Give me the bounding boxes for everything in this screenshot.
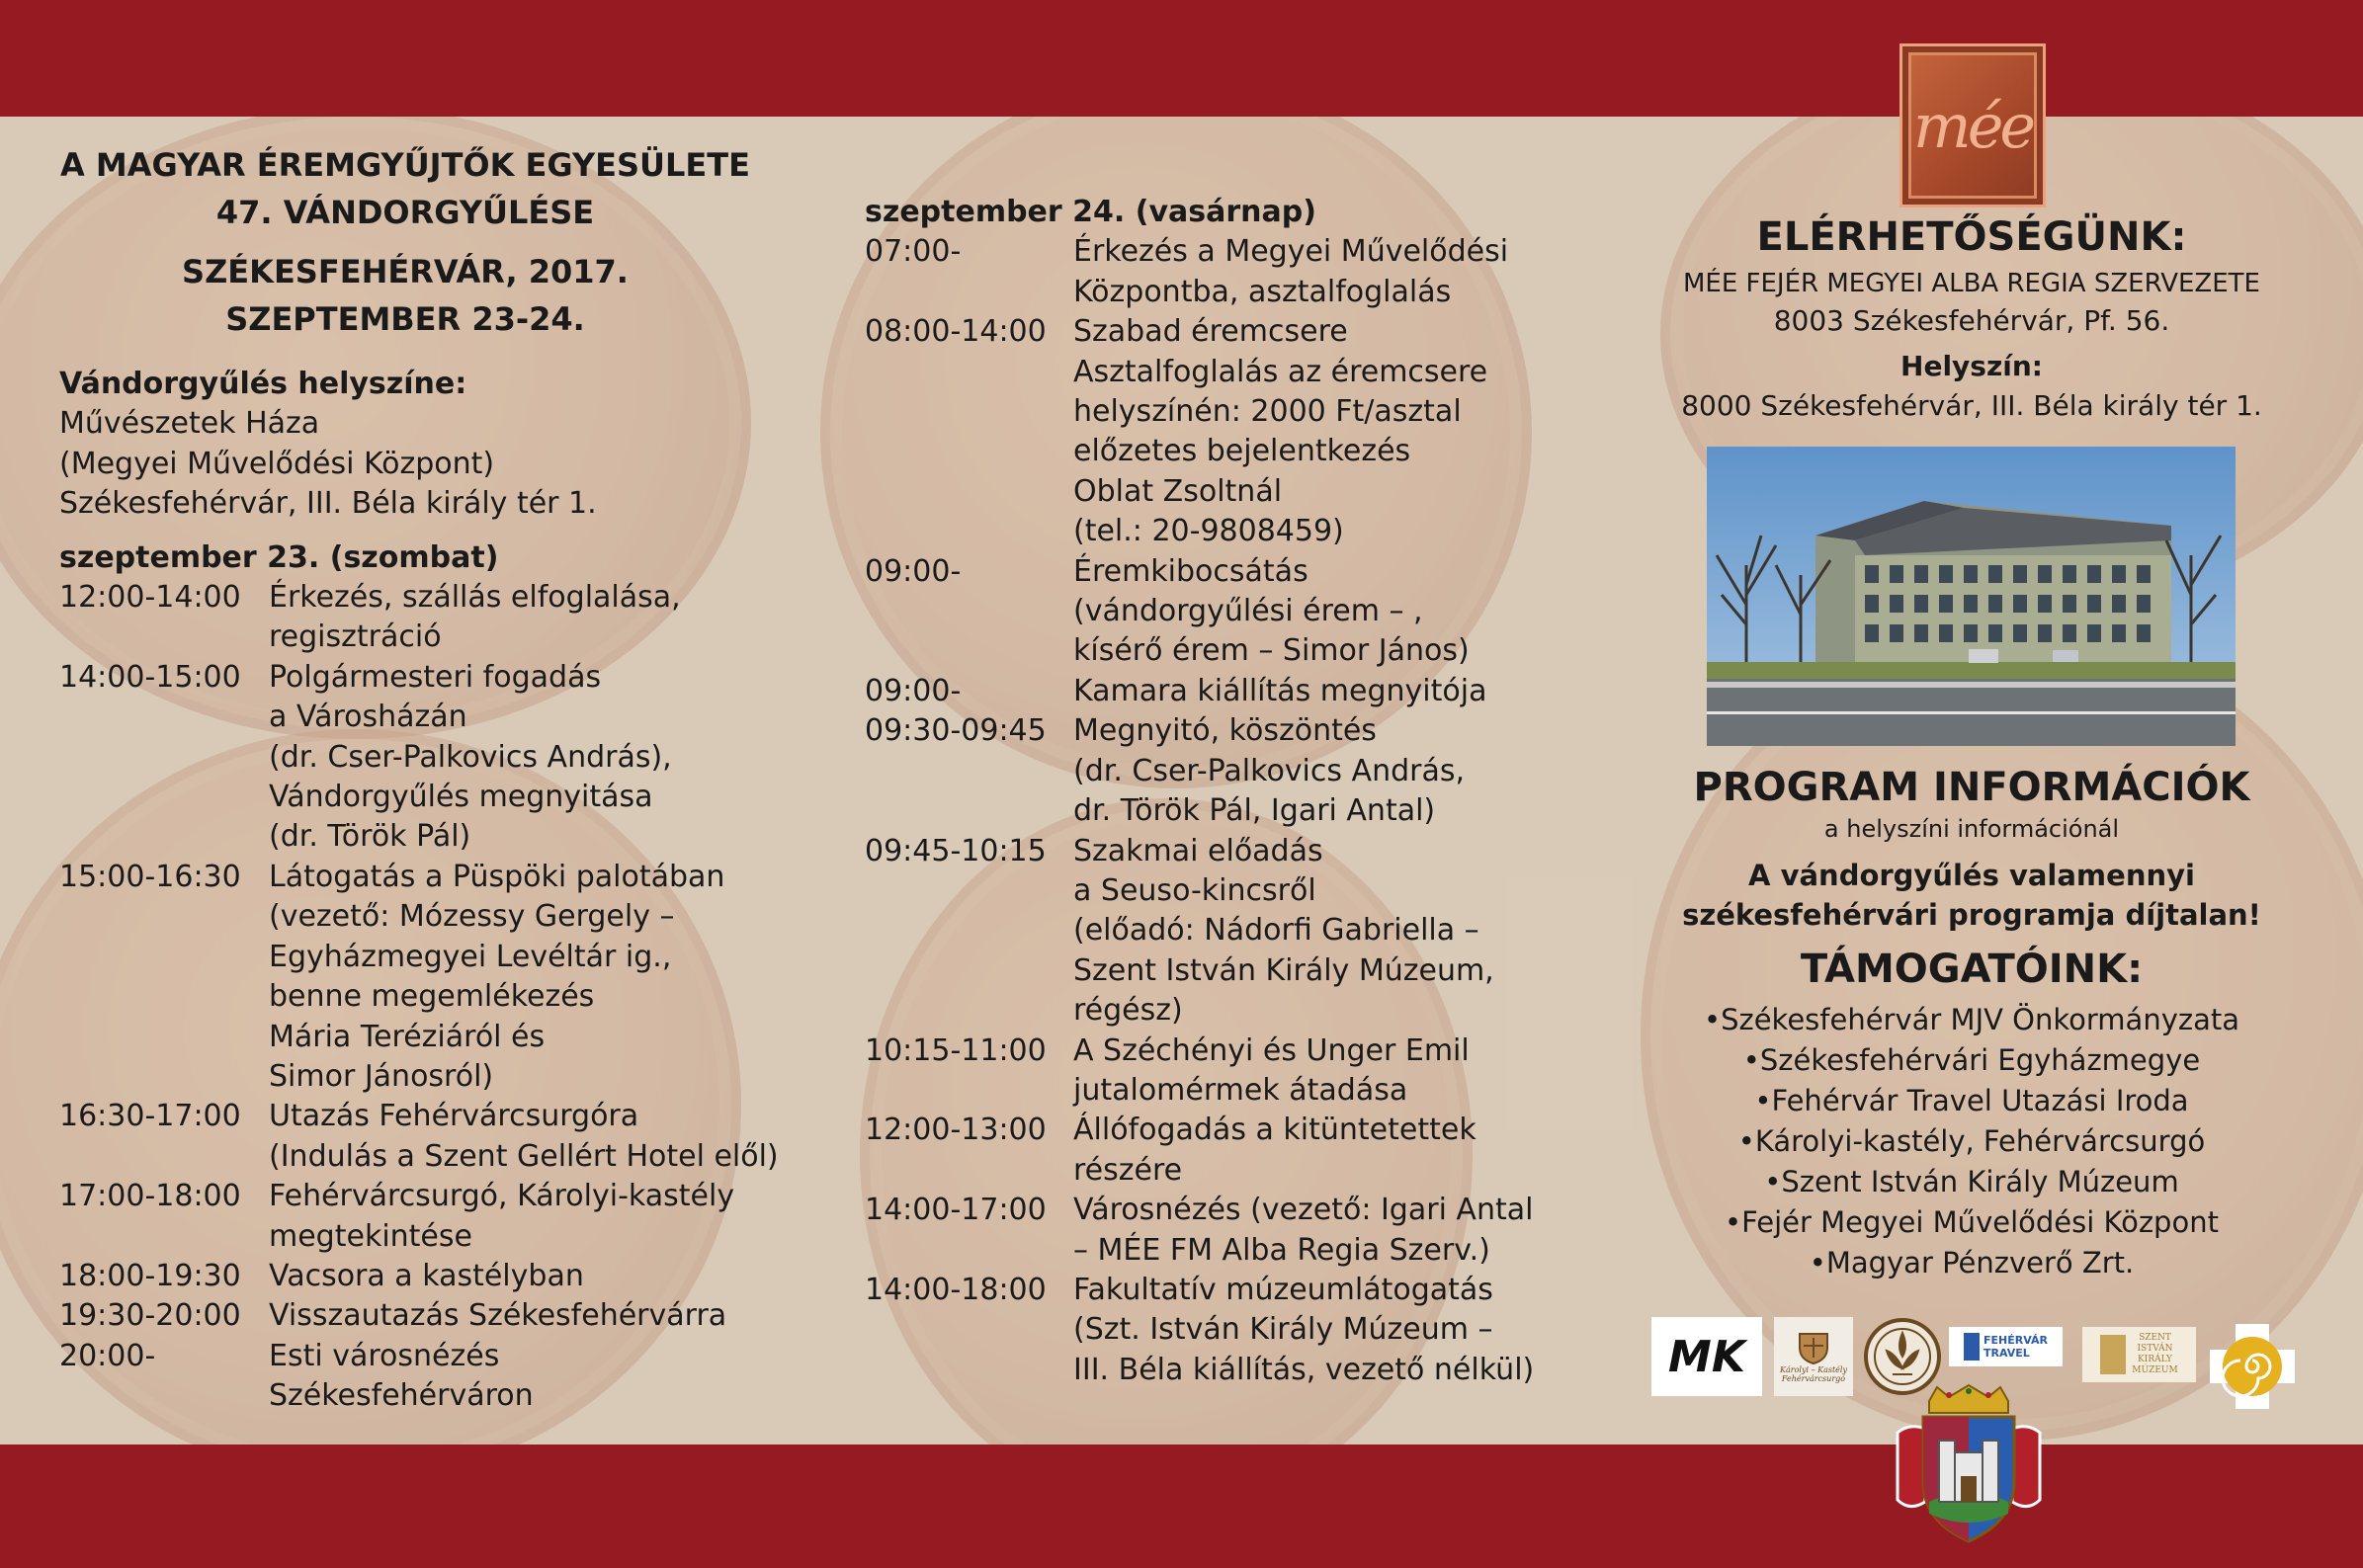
karolyi-logo-text: Károlyi – Kastély — [1780, 1365, 1847, 1374]
schedule-text: dr. Török Pál, Igari Antal) — [1073, 793, 1436, 829]
schedule-text: Utazás Fehérvárcsurgóra — [269, 1099, 639, 1134]
schedule-time: 18:00-19:30 — [59, 1258, 241, 1293]
contact-address: 8003 Székesfehérvár, Pf. 56. — [1773, 304, 2170, 337]
mk-logo — [1651, 1317, 1762, 1396]
schedule-time: 20:00- — [59, 1338, 156, 1373]
schedule-time: 17:00-18:00 — [59, 1179, 241, 1214]
schedule-text: Visszautazás Székesfehérvárra — [269, 1298, 727, 1334]
middle-column — [865, 193, 1557, 1390]
venue-line: Művészetek Háza — [59, 406, 320, 442]
schedule-text: Városnézés (vezető: Igari Antal — [1073, 1193, 1534, 1228]
schedule-text: (dr. Cser-Palkovics András), — [269, 739, 672, 775]
schedule-text: Székesfehérváron — [269, 1378, 534, 1414]
schedule-text: Szent István Király Múzeum, — [1073, 952, 1494, 988]
schedule-text: Vacsora a kastélyban — [269, 1258, 584, 1293]
travel-logo-text: FEHÉRVÁR — [1983, 1334, 2048, 1347]
travel-logo-text: TRAVEL — [1983, 1347, 2030, 1360]
schedule-text: Egyházmegyei Levéltár ig., — [269, 939, 672, 974]
schedule-time: 19:30-20:00 — [59, 1298, 241, 1334]
schedule-text: (előadó: Nádorfi Gabriella – — [1073, 913, 1479, 949]
museum-logo — [2082, 1327, 2196, 1382]
schedule-text: Oblat Zsoltnál — [1073, 473, 1283, 509]
mk-logo-text: MK — [1668, 1331, 1745, 1382]
schedule-text: Fakultatív múzeumlátogatás — [1073, 1272, 1493, 1307]
schedule-item — [59, 858, 830, 1097]
schedule-item — [865, 832, 1557, 1032]
schedule-text: Vándorgyűlés megnyitása — [269, 780, 653, 815]
program-note-2: székesfehérvári programja díjtalan! — [1682, 898, 2261, 932]
sponsor-item: •Fejér Megyei Művelődési Központ — [1725, 1205, 2219, 1239]
schedule-item — [865, 1191, 1557, 1271]
schedule-text: Központba, asztalfoglalás — [1073, 274, 1452, 309]
schedule-item — [59, 658, 830, 858]
schedule-item — [865, 232, 1557, 312]
venue-label: Vándorgyűlés helyszíne: — [59, 367, 467, 401]
schedule-text: benne megemlékezés — [269, 979, 595, 1015]
sponsors-list — [1660, 1000, 2283, 1283]
fehervar-travel-logo — [1949, 1327, 2063, 1366]
schedule-text: Éremkibocsátás — [1073, 553, 1308, 589]
mee-logo — [1899, 43, 2046, 207]
sponsor-item: •Szent István Király Múzeum — [1764, 1165, 2179, 1198]
coat-of-arms-icon — [1890, 1383, 2048, 1546]
schedule-text: (Indulás a Szent Gellért Hotel elől) — [269, 1138, 779, 1174]
schedule-text: Szabad éremcsere — [1073, 314, 1348, 350]
schedule-text: Kamara kiállítás megnyitója — [1073, 673, 1487, 708]
schedule-time: 09:00- — [865, 553, 962, 589]
schedule-text: a Városházán — [269, 700, 467, 735]
sponsor-item: •Székesfehérvári Egyházmegye — [1742, 1043, 2201, 1077]
schedule-text: Érkezés a Megyei Művelődési — [1073, 234, 1509, 270]
city-coat-of-arms — [1890, 1383, 2048, 1546]
sponsors-title: TÁMOGATÓINK: — [1800, 947, 2144, 992]
day2-label: szeptember 24. (vasárnap) — [865, 195, 1316, 229]
schedule-time: 12:00-14:00 — [59, 580, 241, 616]
schedule-text: Látogatás a Püspöki palotában — [269, 859, 725, 894]
schedule-text: (tel.: 20-9808459) — [1073, 514, 1344, 549]
place-address: 8000 Székesfehérvár, III. Béla király tér 1. — [1681, 389, 2262, 422]
day1-label: szeptember 23. (szombat) — [59, 539, 499, 575]
schedule-item — [865, 1271, 1557, 1390]
schedule-time: 08:00-14:00 — [865, 314, 1047, 350]
schedule-text: kísérő érem – Simor János) — [1073, 633, 1470, 669]
schedule-time: 15:00-16:30 — [59, 859, 241, 894]
crest-icon — [1794, 1330, 1833, 1365]
schedule-time: 09:00- — [865, 673, 962, 708]
schedule-time: 10:15-11:00 — [865, 1032, 1047, 1068]
venue-line: Székesfehérvár, III. Béla király tér 1. — [59, 486, 597, 522]
schedule-text: (dr. Cser-Palkovics András, — [1073, 753, 1466, 788]
schedule-item — [59, 578, 830, 658]
schedule-text: jutalomérmek átadása — [1073, 1072, 1408, 1108]
sponsor-item: •Magyar Pénzverő Zrt. — [1809, 1246, 2135, 1279]
schedule-text: (vezető: Mózessy Gergely – — [269, 899, 675, 935]
schedule-text: III. Béla kiállítás, vezető nélkül) — [1073, 1352, 1535, 1387]
schedule-text: (dr. Török Pál) — [269, 819, 471, 855]
program-section — [1660, 763, 2283, 1283]
schedule-time: 12:00-13:00 — [865, 1113, 1047, 1148]
schedule-text: Állófogadás a kitüntetettek — [1073, 1113, 1477, 1148]
schedule-text: regisztráció — [269, 619, 442, 655]
mee-logo-text: mée — [1912, 89, 2033, 162]
schedule-time: 14:00-18:00 — [865, 1272, 1047, 1307]
schedule-time: 09:45-10:15 — [865, 833, 1047, 868]
schedule-text: Mária Teréziáról és — [269, 1019, 546, 1054]
museum-icon — [2100, 1335, 2126, 1374]
schedule-text: Simor Jánosról) — [269, 1058, 494, 1094]
karolyi-kastely-logo — [1774, 1317, 1853, 1396]
travel-icon — [1964, 1333, 1980, 1361]
museum-logo-text: SZENT — [2139, 1333, 2171, 1343]
schedule-text: (vándorgyűlési érem – , — [1073, 594, 1423, 629]
schedule-text: részére — [1073, 1152, 1183, 1188]
schedule-time: 14:00-15:00 — [59, 659, 241, 695]
program-note-1: A vándorgyűlés valamennyi — [1748, 859, 2195, 892]
schedule-item — [59, 1337, 830, 1417]
schedule-item — [865, 312, 1557, 551]
penzvero-logo — [2208, 1322, 2297, 1411]
header-line-1: A MAGYAR ÉREMGYŰJTŐK EGYESÜLETE — [60, 146, 750, 184]
sponsor-item: •Fehérvár Travel Utazási Iroda — [1754, 1084, 2189, 1117]
program-title: PROGRAM INFORMÁCIÓK — [1693, 765, 2250, 810]
schedule-text: helyszínén: 2000 Ft/asztal — [1073, 394, 1462, 430]
schedule-text: Fehérvárcsurgó, Károlyi-kastély — [269, 1179, 735, 1214]
program-sub: a helyszíni információnál — [1823, 815, 2120, 843]
schedule-text: Megnyitó, köszöntés — [1073, 713, 1377, 749]
schedule-text: Asztalfoglalás az éremcsere — [1073, 354, 1488, 389]
schedule-time: 07:00- — [865, 234, 962, 270]
schedule-text: – MÉE FM Alba Regia Szerv.) — [1073, 1232, 1490, 1268]
sponsor-item: •Károlyi-kastély, Fehérvárcsurgó — [1737, 1124, 2206, 1158]
schedule-item — [865, 1111, 1557, 1191]
penzvero-spiral-icon — [2208, 1322, 2297, 1411]
schedule-text: megtekintése — [269, 1218, 472, 1254]
museum-logo-text: KIRÁLY — [2138, 1355, 2172, 1364]
schedule-text: a Seuso-kincsről — [1073, 872, 1316, 908]
header-line-2: 47. VÁNDORGYŰLÉSE — [215, 194, 595, 231]
schedule-item — [59, 1296, 830, 1336]
museum-logo-text: MÚZEUM — [2132, 1365, 2178, 1375]
schedule-time: 14:00-17:00 — [865, 1193, 1047, 1228]
header-line-3: SZÉKESFEHÉRVÁR, 2017. SZEPTEMBER 23-24. — [182, 253, 629, 338]
sponsor-item: •Székesfehérvár MJV Önkormányzata — [1703, 1003, 2239, 1036]
place-label: Helyszín: — [1900, 350, 2043, 382]
schedule-text: Polgármesteri fogadás — [269, 659, 602, 695]
schedule-time: 09:30-09:45 — [865, 713, 1047, 749]
schedule-text: (Szt. István Király Múzeum – — [1073, 1312, 1493, 1348]
right-column — [1660, 212, 2283, 426]
schedule-item — [865, 711, 1557, 831]
schedule-text: Szakmai előadás — [1073, 833, 1323, 868]
schedule-item — [59, 1177, 830, 1257]
left-column — [59, 141, 830, 1417]
venue-photo — [1707, 447, 2236, 746]
karolyi-logo-text: Fehérvárcsurgó — [1781, 1374, 1846, 1383]
schedule-item — [59, 1257, 830, 1296]
building-illustration — [1707, 447, 2236, 746]
schedule-item — [865, 1032, 1557, 1112]
museum-logo-text: ISTVÁN — [2137, 1344, 2173, 1354]
contact-title: ELÉRHETŐSÉGÜNK: — [1756, 214, 2187, 260]
schedule-item — [865, 552, 1557, 672]
schedule-text: A Széchényi és Unger Emil — [1073, 1032, 1470, 1068]
schedule-time: 16:30-17:00 — [59, 1099, 241, 1134]
schedule-text: Érkezés, szállás elfoglalása, — [269, 580, 681, 616]
schedule-text: előzetes bejelentkezés — [1073, 434, 1411, 469]
schedule-item — [59, 1097, 830, 1177]
schedule-item — [865, 672, 1557, 711]
contact-org: MÉE FEJÉR MEGYEI ALBA REGIA SZERVEZETE — [1683, 269, 2260, 298]
schedule-text: régész) — [1073, 993, 1183, 1029]
schedule-text: Esti városnézés — [269, 1338, 500, 1373]
venue-line: (Megyei Művelődési Központ) — [59, 446, 495, 481]
